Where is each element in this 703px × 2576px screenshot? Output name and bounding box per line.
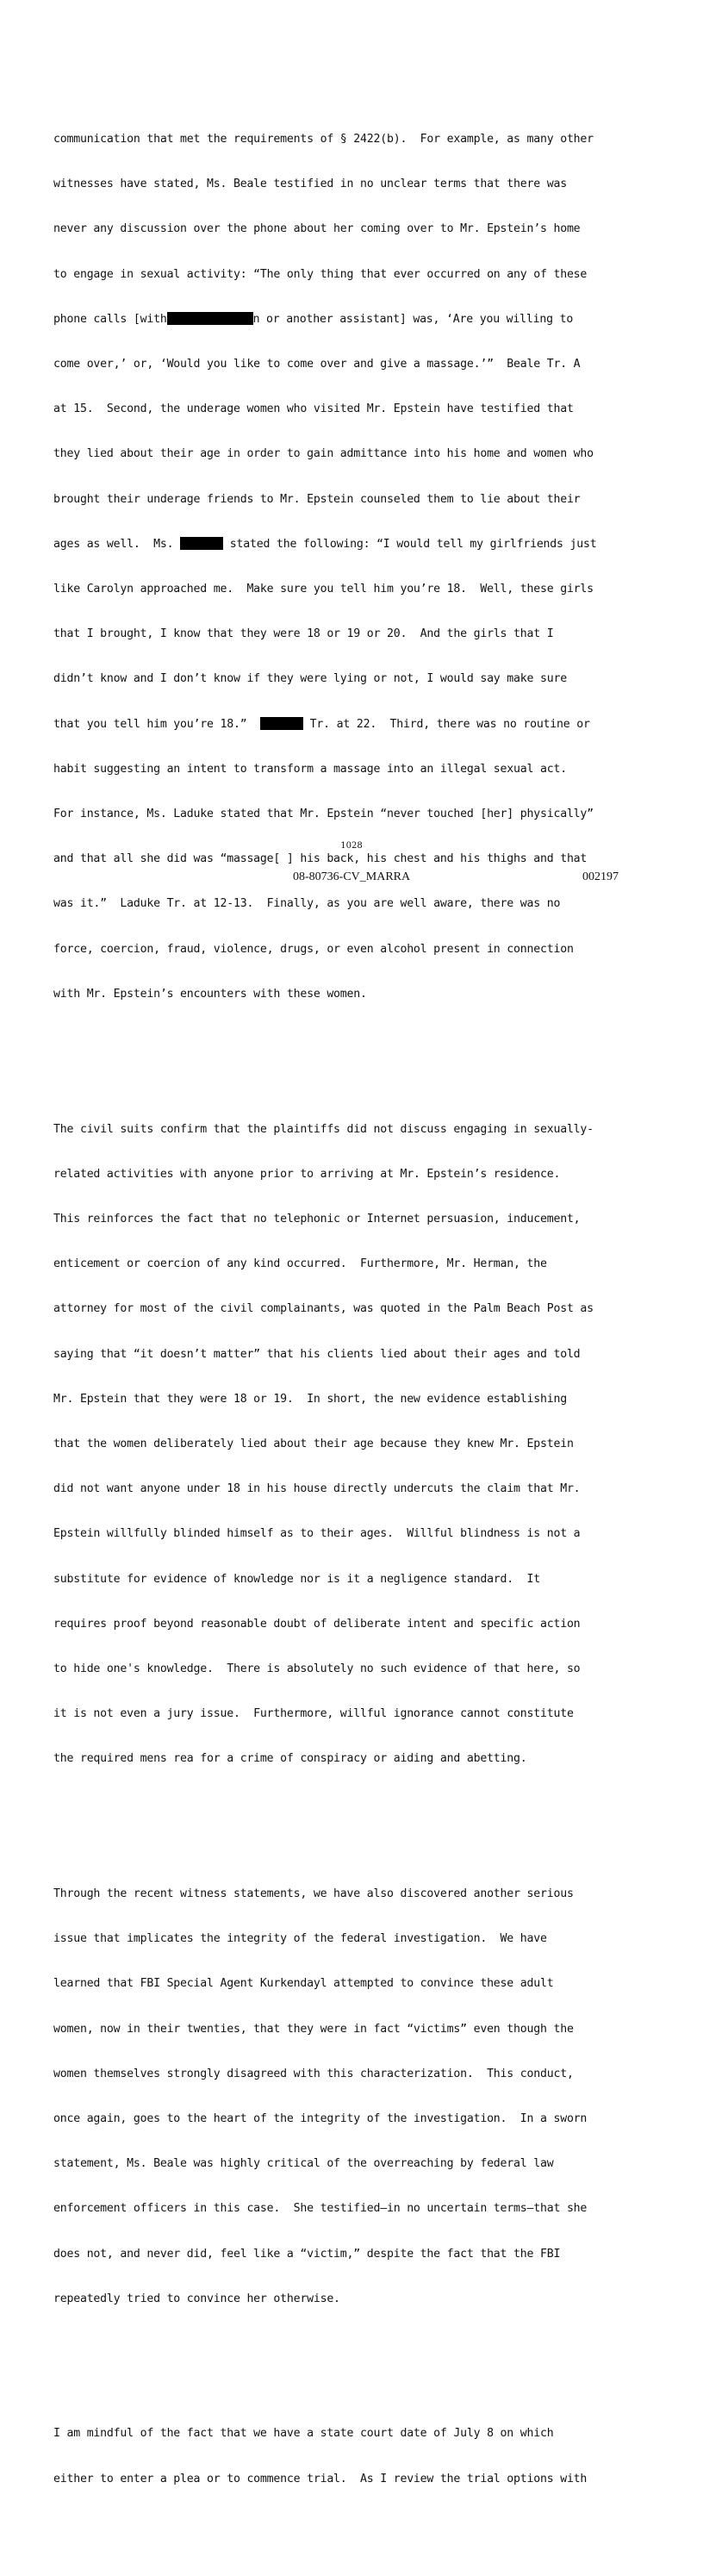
text-line: and that all she did was “massage[ ] his back, his chest and his thighs and that <box>53 852 588 866</box>
redaction-bar <box>260 717 303 730</box>
text-segment: n or another assistant] was, ‘Are you willing to <box>252 312 574 326</box>
text-line: like Carolyn approached me. Make sure you tell him you’re 18. Well, these girls <box>53 583 594 596</box>
text-line: enticement or coercion of any kind occurred. Furthermore, Mr. Herman, the <box>53 1257 547 1271</box>
text-line: communication that met the requirements of § 2422(b). For example, as many other <box>53 133 594 147</box>
text-line: substitute for evidence of knowledge nor is it a negligence standard. It <box>53 1572 540 1586</box>
text-line: related activities with anyone prior to arriving at Mr. Epstein’s residence. <box>53 1167 561 1181</box>
text-line: never any discussion over the phone about her coming over to Mr. Epstein’s home <box>53 222 581 236</box>
text-segment: stated the following: “I would tell my girlfriends just <box>223 537 597 551</box>
text-line: does not, and never did, feel like a “victim,” despite the fact that the FBI <box>53 2247 561 2261</box>
text-line: The civil suits confirm that the plaintiffs did not discuss engaging in sexually- <box>53 1122 594 1136</box>
text-line: the required mens rea for a crime of conspiracy or aiding and abetting. <box>53 1752 527 1766</box>
text-segment: phone calls [with <box>53 312 167 326</box>
text-line: I am mindful of the fact that we have a state court date of July 8 on which <box>53 2427 554 2441</box>
text-line: at 15. Second, the underage women who visited Mr. Epstein have testified that <box>53 402 574 416</box>
text-line: For instance, Ms. Laduke stated that Mr. Epstein “never touched [her] physically” <box>53 808 594 821</box>
text-line: with Mr. Epstein’s encounters with these women. <box>53 987 367 1001</box>
text-line: learned that FBI Special Agent Kurkendayl attempted to convince these adult <box>53 1977 554 1991</box>
redaction-bar <box>167 312 253 325</box>
text-line: come over,’ or, ‘Would you like to come over and give a massage.’” Beale Tr. A <box>53 358 581 371</box>
text-line: force, coercion, fraud, violence, drugs, or even alcohol present in connection <box>53 942 574 956</box>
text-line: that I brought, I know that they were 18 or 19 or 20. And the girls that I <box>53 627 554 641</box>
text-line: once again, goes to the heart of the integrity of the investigation. In a sworn <box>53 2112 588 2125</box>
text-line: requires proof beyond reasonable doubt of deliberate intent and specific action <box>53 1617 581 1631</box>
paragraph-4 <box>53 2397 674 2517</box>
page-number: 1028 <box>340 841 363 851</box>
text-segment: Tr. at 22. Third, there was no routine or <box>302 717 590 731</box>
paragraph-1 <box>53 102 674 1032</box>
text-line: saying that “it doesn’t matter” that his clients lied about their ages and told <box>53 1347 581 1361</box>
text-line: to hide one's knowledge. There is absolutely no such evidence of that here, so <box>53 1662 581 1675</box>
text-line: Mr. Epstein that they were 18 or 19. In short, the new evidence establishing <box>53 1392 567 1406</box>
text-line: Epstein willfully blinded himself as to their ages. Willful blindness is not a <box>53 1527 581 1541</box>
redaction-bar <box>180 537 223 550</box>
text-line: women, now in their twenties, that they were in fact “victims” even though the <box>53 2022 574 2036</box>
text-line: didn’t know and I don’t know if they were lying or not, I would say make sure <box>53 672 567 686</box>
paragraph-3 <box>53 1856 674 2336</box>
text-line: Through the recent witness statements, we have also discovered another serious <box>53 1887 574 1900</box>
text-line: statement, Ms. Beale was highly critical of the overreaching by federal law <box>53 2157 554 2171</box>
text-line <box>53 312 674 327</box>
text-line: that the women deliberately lied about their age because they knew Mr. Epstein <box>53 1437 574 1450</box>
case-number: 08-80736-CV_MARRA <box>293 870 411 883</box>
text-line: they lied about their age in order to gain admittance into his home and women who <box>53 447 594 461</box>
bates-number: 002197 <box>582 870 619 883</box>
text-line: it is not even a jury issue. Furthermore, willful ignorance cannot constitute <box>53 1707 574 1721</box>
text-line <box>53 537 674 552</box>
text-line: This reinforces the fact that no telephonic or Internet persuasion, inducement, <box>53 1212 581 1226</box>
text-line <box>53 717 674 732</box>
text-line: witnesses have stated, Ms. Beale testified in no unclear terms that there was <box>53 178 567 191</box>
text-line: attorney for most of the civil complainants, was quoted in the Palm Beach Post as <box>53 1302 594 1316</box>
text-line: enforcement officers in this case. She testified—in no uncertain terms—that she <box>53 2202 588 2216</box>
text-segment: that you tell him you’re 18.” <box>53 717 260 731</box>
paragraph-2 <box>53 1092 674 1797</box>
text-line: did not want anyone under 18 in his house directly undercuts the claim that Mr. <box>53 1482 581 1496</box>
text-line: to engage in sexual activity: “The only thing that ever occurred on any of these <box>53 267 588 281</box>
text-line: was it.” Laduke Tr. at 12-13. Finally, as you are well aware, there was no <box>53 897 561 911</box>
text-line: women themselves strongly disagreed with this characterization. This conduct, <box>53 2067 574 2080</box>
text-line: issue that implicates the integrity of the federal investigation. We have <box>53 1932 547 1946</box>
text-line: either to enter a plea or to commence trial. As I review the trial options with <box>53 2472 588 2486</box>
text-line: habit suggesting an intent to transform a massage into an illegal sexual act. <box>53 762 567 776</box>
text-line: repeatedly tried to convince her otherwise. <box>53 2292 340 2305</box>
text-line: brought their underage friends to Mr. Epstein counseled them to lie about their <box>53 492 581 506</box>
text-segment: ages as well. Ms. <box>53 537 174 551</box>
letter-body <box>53 57 674 2576</box>
